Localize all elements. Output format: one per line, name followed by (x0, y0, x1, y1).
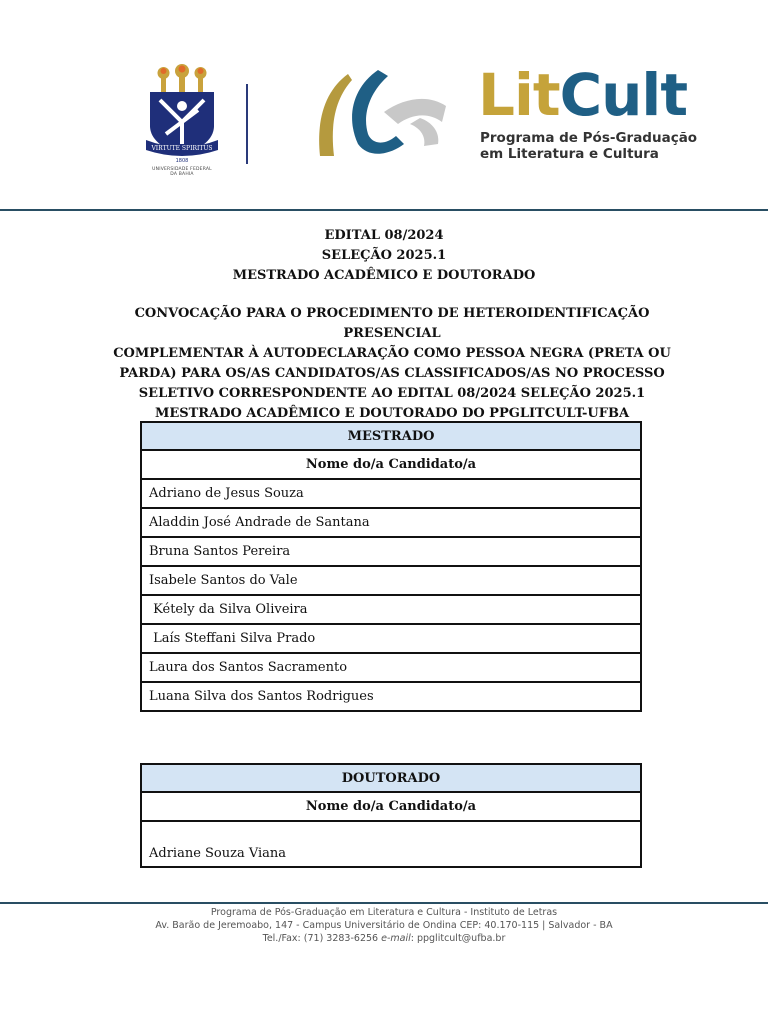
footer-contact (0, 932, 768, 945)
litcult-swoosh-logo (300, 66, 450, 160)
brand-subtitle-line2: em Literatura e Cultura (480, 146, 659, 162)
footer-phone: Tel./Fax: (71) 3283-6256 (262, 933, 382, 944)
candidate-name: Adriano de Jesus Souza (141, 479, 641, 508)
header-separator (246, 84, 248, 164)
ufba-seal-logo (146, 64, 218, 184)
program-title: MESTRADO ACADÊMICO E DOUTORADO (232, 268, 536, 283)
brand-wordmark (478, 60, 687, 130)
university-caption: UNIVERSIDADE FEDERAL DA BAHIA (152, 167, 212, 177)
selection-title: SELEÇÃO 2025.1 (321, 248, 447, 263)
candidate-name: Kétely da Silva Oliveira (141, 595, 641, 624)
candidate-name: Bruna Santos Pereira (141, 537, 641, 566)
footer-email-label: e-mail (381, 933, 411, 944)
convocation-line: COMPLEMENTAR À AUTODECLARAÇÃO COMO PESSOA NEGRA (PRETA OU (113, 346, 671, 361)
table-row (141, 508, 641, 537)
brand-subtitle-line1: Programa de Pós-Graduação (480, 130, 698, 146)
header-divider (0, 209, 768, 211)
footer-program: Programa de Pós-Graduação em Literatura e Cultura - Instituto de Letras (210, 907, 558, 918)
table-row (141, 624, 641, 653)
edital-title: EDITAL 08/2024 (324, 228, 444, 243)
mestrado-heading: MESTRADO (141, 422, 641, 450)
convocation-heading (100, 304, 684, 424)
page-header (0, 0, 768, 212)
candidate-name: Luana Silva dos Santos Rodrigues (141, 682, 641, 711)
candidate-name: Laís Steffani Silva Prado (141, 624, 641, 653)
seal-year: 1808 (175, 158, 189, 164)
convocation-line: SELETIVO CORRESPONDENTE AO EDITAL 08/2024 SELEÇÃO 2025.1 (138, 386, 646, 401)
brand-subtitle (480, 130, 697, 162)
table-row (141, 479, 641, 508)
convocation-line: PARDA) PARA OS/AS CANDIDATOS/AS CLASSIFICADOS/AS NO PROCESSO (119, 366, 665, 381)
candidate-name: Isabele Santos do Vale (141, 566, 641, 595)
footer-divider (0, 902, 768, 904)
page-footer (0, 906, 768, 945)
table-row (141, 595, 641, 624)
convocation-line: CONVOCAÇÃO PARA O PROCEDIMENTO DE HETEROIDENTIFICAÇÃO PRESENCIAL (134, 306, 650, 341)
table-row (141, 653, 641, 682)
mestrado-table (140, 421, 642, 712)
table-row (141, 566, 641, 595)
footer-address: Av. Barão de Jeremoabo, 147 - Campus Universitário de Ondina CEP: 40.170-115 | Salvador - BA (155, 920, 613, 931)
seal-motto: VIRTUTE SPIRITUS (151, 145, 213, 152)
convocation-line: MESTRADO ACADÊMICO E DOUTORADO DO PPGLITCULT-UFBA (154, 406, 630, 421)
doutorado-heading: DOUTORADO (141, 764, 641, 792)
table-row (141, 821, 641, 867)
brand-lit: Lit (478, 61, 560, 129)
candidate-name: Adriane Souza Viana (141, 821, 641, 867)
document-titles (0, 226, 768, 286)
table-row (141, 537, 641, 566)
doutorado-column-header: Nome do/a Candidato/a (141, 792, 641, 821)
mestrado-column-header: Nome do/a Candidato/a (141, 450, 641, 479)
table-row (141, 682, 641, 711)
doutorado-table (140, 763, 642, 868)
candidate-name: Laura dos Santos Sacramento (141, 653, 641, 682)
candidate-name: Aladdin José Andrade de Santana (141, 508, 641, 537)
brand-cult: Cult (559, 61, 688, 129)
footer-email: : ppglitcult@ufba.br (410, 933, 506, 944)
